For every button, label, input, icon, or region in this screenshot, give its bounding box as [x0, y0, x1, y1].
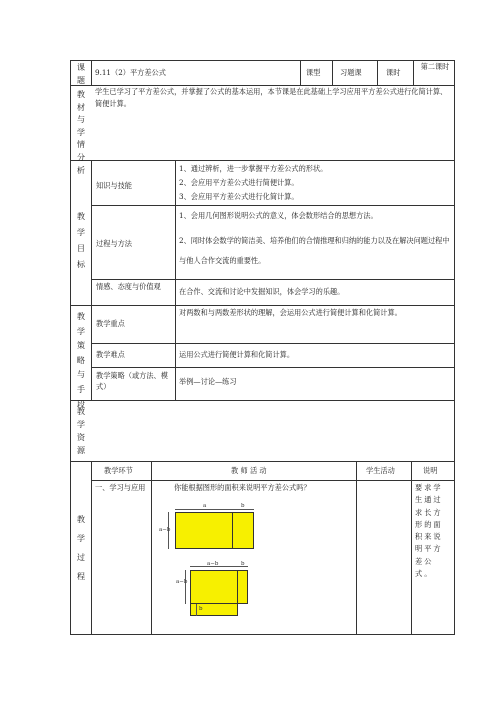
dim-line [233, 509, 254, 510]
key-label: 教学重点 [96, 319, 125, 328]
process-section-label: 教学过程 [76, 514, 86, 581]
period-label: 课时 [386, 68, 401, 77]
stage-1: 一、学习与应用 [95, 483, 146, 492]
col-student: 学生活动 [366, 466, 395, 475]
rule [356, 461, 357, 634]
rule [70, 634, 455, 635]
method-text: 举例—讨论—练习 [179, 377, 237, 386]
rule [91, 461, 92, 634]
analysis-text: 学生已学习了平方差公式，并掌握了公式的基本运用，本节课是在此基础上学习应用平方差公式进行化简计算、简便计算。 [95, 87, 448, 108]
dim-label-a: a [203, 503, 207, 509]
rule [175, 160, 176, 400]
type-value: 习题课 [340, 68, 362, 77]
rule [300, 60, 301, 85]
square-part [190, 570, 238, 604]
rule [91, 205, 455, 206]
analysis-label: 教材与学情分析 [76, 89, 86, 175]
method-label: 教学策略（或方法、模式） [96, 371, 168, 391]
key-text: 对两数和与两数差形状的理解，会运用公式进行简便计算和化简计算。 [179, 308, 402, 317]
rule [91, 279, 455, 280]
rule [377, 60, 378, 85]
difficult-text: 运用公式进行简便计算和化简计算。 [179, 350, 295, 359]
emotion-text: 在合作、交流和讨论中发掘知识，体会学习的乐趣。 [179, 287, 345, 296]
period-value: 第二课时 [420, 62, 450, 71]
rect-part [175, 512, 233, 549]
dim-label-b: b [241, 561, 245, 567]
rule [70, 305, 455, 306]
teacher-question: 你能根据图形的面积来说明平方差公式吗？ [174, 483, 311, 492]
dim-line [175, 509, 233, 510]
rule [411, 461, 412, 634]
dim-line [196, 604, 197, 616]
rule [70, 400, 455, 401]
knowledge-item: 2、会应用平方差公式进行简便计算。 [179, 178, 299, 187]
knowledge-item: 1、通过辨析，进一步掌握平方差公式的形状。 [179, 164, 328, 173]
rule [413, 60, 414, 85]
rule [91, 343, 455, 344]
lesson-label: 课题 [76, 62, 86, 85]
col-teacher: 教 师 活 动 [231, 466, 267, 475]
rule [91, 160, 92, 400]
process-item: 1、会用几何图形说明公式的意义，体会数形结合的思想方法。 [179, 211, 378, 220]
square-part [190, 603, 238, 616]
knowledge-label: 知识与技能 [96, 181, 132, 190]
lesson-title: 9.11（2）平方差公式 [95, 68, 166, 77]
difficult-label: 教学难点 [96, 350, 125, 359]
dim-label-amb: a−b [159, 527, 171, 533]
dim-label-amb: a−b [176, 579, 188, 585]
type-label: 课型 [306, 68, 321, 77]
rule [332, 60, 333, 85]
square-part [237, 570, 248, 604]
dim-label-b: b [241, 503, 245, 509]
process-item: 2、同时体会数学的简洁美、培养他们的合情推理和归纳的能力以及在解决问题过程中与他人合作交流的重要性。 [179, 236, 450, 265]
rule [70, 461, 455, 462]
dim-label-b: b [199, 606, 203, 612]
rule [454, 60, 455, 634]
emotion-label: 情感、态度与价值观 [96, 282, 161, 291]
rule [151, 461, 152, 634]
rule [91, 60, 92, 85]
knowledge-item: 3、会应用平方差公式进行化简计算。 [179, 192, 299, 201]
note-1: 要求学生通过求长方形的面积来说明平方差公式。 [415, 483, 443, 579]
rule [91, 480, 455, 481]
strategy-label: 教学策略与手段 [76, 311, 86, 409]
process-label: 过程与方法 [96, 239, 132, 248]
rule [70, 160, 455, 161]
rule [91, 367, 455, 368]
dim-label-amb: a−b [207, 561, 219, 567]
objectives-label: 教学目标 [76, 211, 86, 269]
dim-line [185, 570, 186, 604]
col-note: 说明 [423, 466, 438, 475]
rule [70, 60, 455, 61]
rect-part [232, 512, 254, 549]
col-stage: 教学环节 [104, 466, 133, 475]
resources-label: 教学资源 [76, 406, 86, 455]
rule [70, 60, 71, 634]
